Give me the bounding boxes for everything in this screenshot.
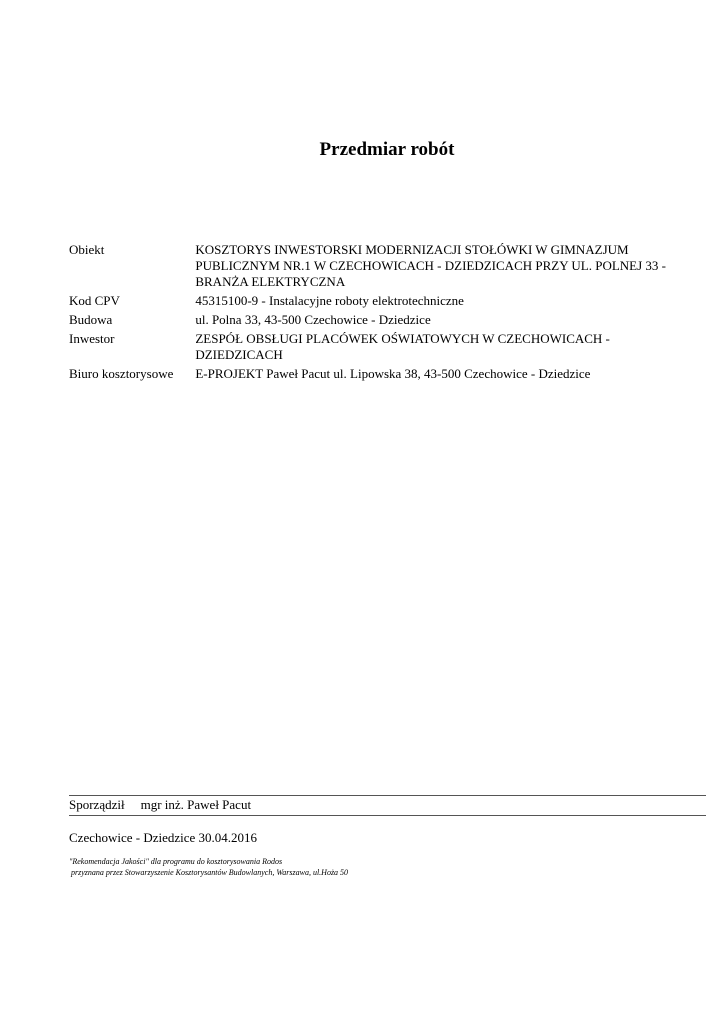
field-value-inwestor — [195, 331, 709, 366]
field-label-budowa: Budowa — [69, 312, 113, 327]
field-value-line: E-PROJEKT Paweł Pacut ul. Lipowska 38, 43-500 Czechowice - Dziedzice — [195, 366, 591, 381]
field-value-line: PUBLICZNYM NR.1 W CZECHOWICACH - DZIEDZICACH PRZY UL. POLNEJ 33 - — [195, 258, 666, 273]
field-value-obiekt — [195, 242, 709, 293]
field-value-line: KOSZTORYS INWESTORSKI MODERNIZACJI STOŁÓWKI W GIMNAZJUM — [195, 242, 629, 257]
field-row-biuro-kosztorysowe — [69, 366, 709, 385]
field-value-budowa — [195, 312, 709, 331]
field-value-biuro-kosztorysowe — [195, 366, 709, 385]
field-row-kod-cpv — [69, 293, 709, 312]
field-label-biuro-kosztorysowe: Biuro kosztorysowe — [69, 366, 174, 381]
document-title: Przedmiar robót — [319, 139, 455, 160]
place-and-date: Czechowice - Dziedzice 30.04.2016 — [69, 830, 258, 845]
prepared-label: Sporządził — [69, 797, 125, 812]
field-label-kod-cpv: Kod CPV — [69, 293, 120, 308]
field-value-line: ZESPÓŁ OBSŁUGI PLACÓWEK OŚWIATOWYCH W CZECHOWICACH - — [195, 331, 610, 346]
field-row-budowa — [69, 312, 709, 331]
field-value-line: BRANŻA ELEKTRYCZNA — [195, 274, 346, 289]
field-value-kod-cpv — [195, 293, 709, 312]
divider-top — [69, 795, 706, 796]
field-row-inwestor — [69, 331, 709, 366]
prepared-by-name: mgr inż. Paweł Pacut — [140, 797, 252, 812]
footnote-line-1: "Rekomendacja Jakości" dla programu do kosztorysowania Rodos — [69, 857, 283, 866]
field-row-obiekt — [69, 242, 709, 293]
field-label-obiekt: Obiekt — [69, 242, 105, 257]
prepared-by-row — [69, 797, 251, 813]
field-value-line: 45315100-9 - Instalacyjne roboty elektrotechniczne — [195, 293, 464, 308]
field-value-line: ul. Polna 33, 43-500 Czechowice - Dziedzice — [195, 312, 431, 327]
footnote-line-2: przyznana przez Stowarzyszenie Kosztorysantów Budowlanych, Warszawa, ul.Hoża 50 — [71, 868, 349, 877]
field-value-line: DZIEDZICACH — [195, 347, 283, 362]
divider-bottom — [69, 815, 706, 816]
project-info-table — [69, 242, 709, 385]
field-label-inwestor: Inwestor — [69, 331, 115, 346]
